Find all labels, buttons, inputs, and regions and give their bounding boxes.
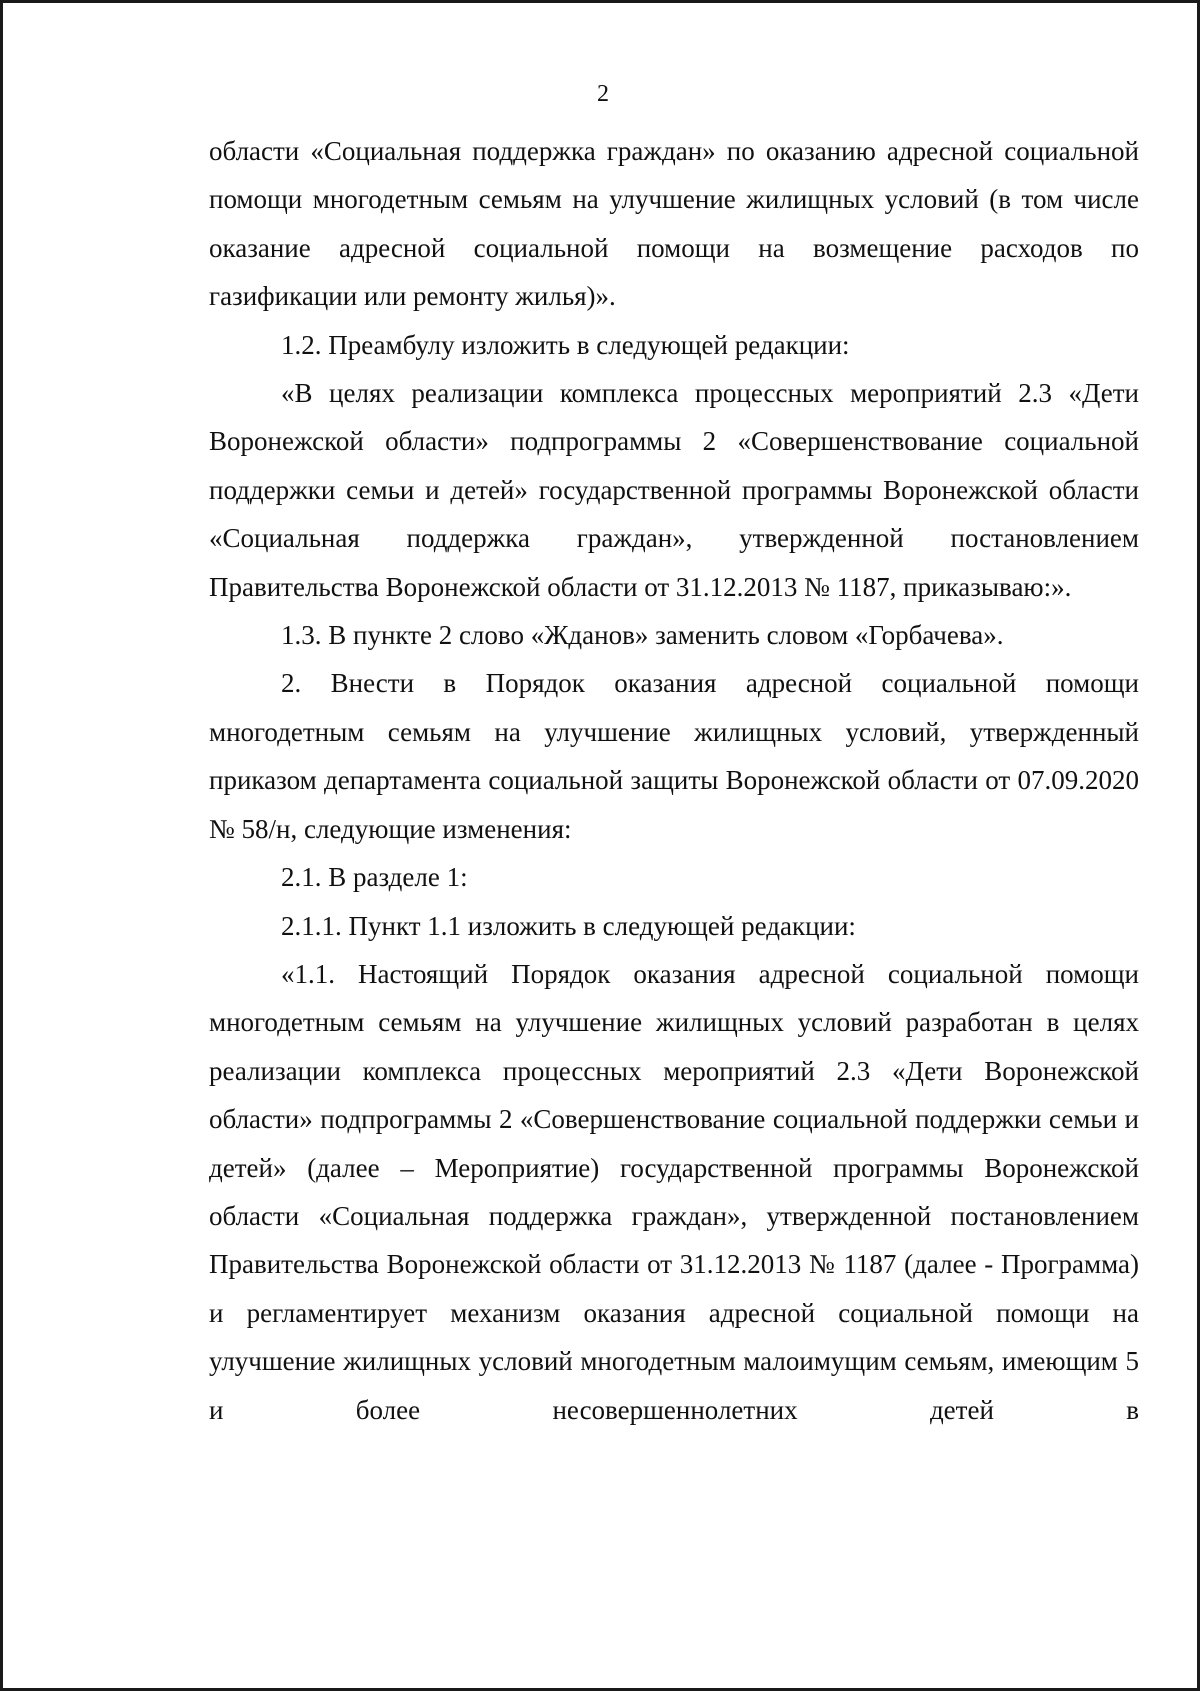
document-body — [209, 127, 1139, 1434]
paragraph-1-1-text: «1.1. Настоящий Порядок оказания адресной социальной помощи многодетным семьям на улучшение жилищных условий разработан в целях реализации комплекса процессных мероприятий 2.3 «Дети Воронежской области» подпрограммы 2 «Совершенствование социальной поддержки семьи и детей» (далее – Мероприятие) государственной программы Воронежской области «Социальная поддержка граждан», утвержденной постановлением Правительства Воронежской области от 31.12.2013 № 1187 (далее - Программа) и регламентирует механизм оказания адресной социальной помощи на улучшение жилищных условий многодетным малоимущим семьям, имеющим 5 и более несовершеннолетних детей в — [209, 958, 1139, 1425]
paragraph-2-1: 2.1. В разделе 1: — [281, 862, 468, 893]
paragraph-continuation: области «Социальная поддержка граждан» по оказанию адресной социальной помощи многодетным семьям на улучшение жилищных условий (в том числе оказание адресной социальной помощи на возмещение расходов по газификации или ремонту жилья)». — [209, 136, 1139, 312]
paragraph-1-2: 1.2. Преамбулу изложить в следующей редакции: — [281, 329, 850, 360]
paragraph-2: 2. Внести в Порядок оказания адресной социальной помощи многодетным семьям на улучшение жилищных условий, утвержденный приказом департамента социальной защиты Воронежской области от 07.09.2020 № 58/н, следующие изменения: — [209, 668, 1139, 844]
page-number: 2 — [597, 81, 609, 107]
paragraph-1-3: 1.3. В пункте 2 слово «Жданов» заменить словом «Горбачева». — [281, 620, 1004, 651]
paragraph-2-1-1: 2.1.1. Пункт 1.1 изложить в следующей редакции: — [281, 910, 856, 941]
paragraph-preamble: «В целях реализации комплекса процессных мероприятий 2.3 «Дети Воронежской области» подпрограммы 2 «Совершенствование социальной поддержки семьи и детей» государственной программы Воронежской области «Социальная поддержка граждан», утвержденной постановлением Правительства Воронежской области от 31.12.2013 № 1187, приказываю:». — [209, 378, 1139, 602]
